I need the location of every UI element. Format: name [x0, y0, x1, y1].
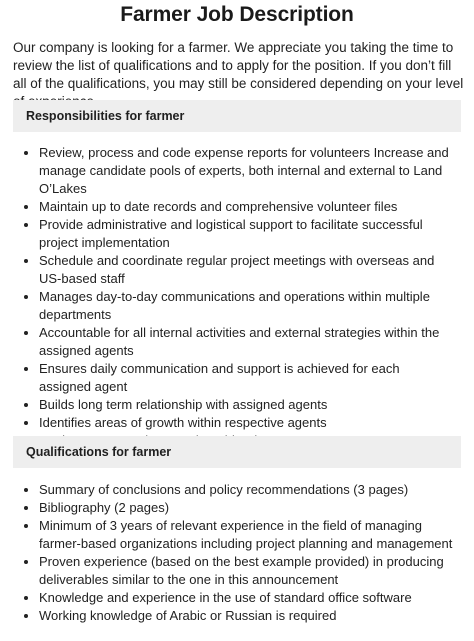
bullet-icon — [24, 259, 28, 263]
responsibilities-list — [13, 144, 453, 450]
bullet-icon — [24, 403, 28, 407]
list-item — [13, 553, 453, 589]
list-item-text: Schedule and coordinate regular project meetings with overseas and US-based staff — [39, 253, 435, 286]
bullet-icon — [24, 560, 28, 564]
list-item-text: Minimum of 3 years of relevant experience in the field of managing farmer-based organizations including project planning and management — [39, 518, 453, 551]
list-item — [13, 288, 453, 324]
list-item-text: Review, process and code expense reports for volunteers Increase and manage candidate pools of experts, both internal and external to Land O’Lakes — [39, 145, 449, 196]
qualifications-list — [13, 481, 453, 625]
list-item-text: Bibliography (2 pages) — [39, 500, 170, 515]
bullet-icon — [24, 596, 28, 600]
list-item — [13, 216, 453, 252]
bullet-icon — [24, 223, 28, 227]
bullet-icon — [24, 614, 28, 618]
bullet-icon — [24, 331, 28, 335]
bullet-icon — [24, 205, 28, 209]
list-item-text: Working knowledge of Arabic or Russian is required — [39, 608, 337, 623]
responsibilities-heading: Responsibilities for farmer — [13, 100, 461, 132]
list-item — [13, 607, 453, 625]
bullet-icon — [24, 295, 28, 299]
list-item — [13, 324, 453, 360]
list-item — [13, 517, 453, 553]
list-item-text: Ensures daily communication and support is achieved for each assigned agent — [39, 361, 400, 394]
list-item — [13, 252, 453, 288]
list-item — [13, 499, 453, 517]
list-item-text: Proven experience (based on the best example provided) in producing deliverables similar to the one in this announcement — [39, 554, 444, 587]
bullet-icon — [24, 367, 28, 371]
list-item-text: Knowledge and experience in the use of standard office software — [39, 590, 412, 605]
list-item — [13, 589, 453, 607]
list-item-text: Accountable for all internal activities and external strategies within the assigned agents — [39, 325, 440, 358]
list-item-text: Summary of conclusions and policy recommendations (3 pages) — [39, 482, 409, 497]
bullet-icon — [24, 488, 28, 492]
list-item — [13, 481, 453, 499]
list-item — [13, 360, 453, 396]
list-item-text: Builds long term relationship with assigned agents — [39, 397, 328, 412]
list-item — [13, 144, 453, 198]
qualifications-heading: Qualifications for farmer — [13, 436, 461, 468]
list-item — [13, 198, 453, 216]
list-item-text: Maintain up to date records and comprehensive volunteer files — [39, 199, 398, 214]
list-item-text: Provide administrative and logistical support to facilitate successful project implementation — [39, 217, 423, 250]
list-item-text: Identifies areas of growth within respective agents — [39, 415, 327, 430]
bullet-icon — [24, 421, 28, 425]
list-item — [13, 396, 453, 414]
list-item — [13, 414, 453, 432]
bullet-icon — [24, 151, 28, 155]
list-item-text: Manages day-to-day communications and operations within multiple departments — [39, 289, 430, 322]
bullet-icon — [24, 524, 28, 528]
bullet-icon — [24, 506, 28, 510]
page-title: Farmer Job Description — [120, 3, 354, 26]
intro-paragraph: Our company is looking for a farmer. We appreciate you taking the time to review the list of qualifications and to apply for the position. If you don’t fill all of the qualifications, you may still be considered depending on your level — [13, 40, 464, 91]
